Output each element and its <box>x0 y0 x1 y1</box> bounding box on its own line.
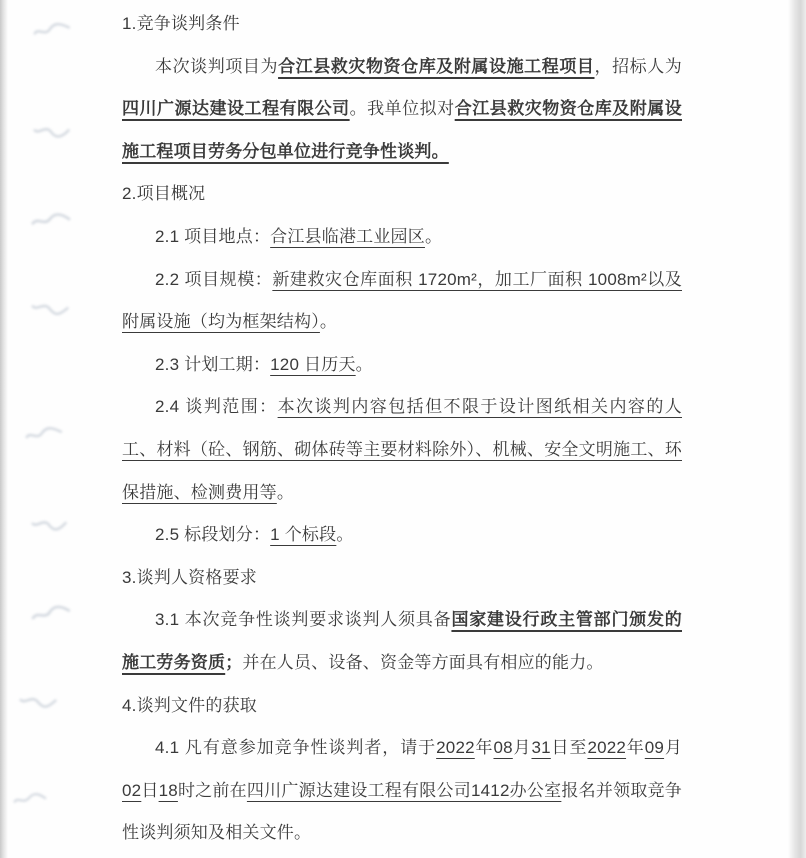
text-run: 新建救灾仓库面积 1720m²，加工厂面积 1008m²以及附属设施（均为框架结构） <box>122 269 682 332</box>
item-3-1 <box>122 599 682 684</box>
ink-bleed-mark <box>31 121 72 142</box>
text-run: 四川广源达建设工程有限公司 <box>122 99 350 119</box>
text-run: 。 <box>336 525 354 545</box>
item-2-4 <box>122 386 682 514</box>
text-run: 2.1 项目地点： <box>155 226 271 246</box>
text-run: 02 <box>122 780 142 800</box>
ink-bleed-mark <box>17 690 59 712</box>
scan-edge-right <box>788 0 806 858</box>
text-run: 2022 <box>587 738 627 758</box>
text-run: 2.2 项目规模： <box>155 269 273 289</box>
text-run: 4.谈判文件的获取 <box>122 695 257 715</box>
ink-bleed-mark <box>29 601 74 627</box>
text-run: 年 <box>474 738 494 758</box>
text-run: 合江县救灾物资仓库及附属设施工程项目劳务分包单位进行竞争性谈判。 <box>122 99 682 161</box>
text-run: 并在人员、设备、资金等方面具有相应的能力。 <box>242 652 604 672</box>
text-run: 。我单位拟对 <box>349 99 455 119</box>
ink-bleed-mark <box>29 515 68 536</box>
item-2-2 <box>122 259 682 344</box>
text-run: 年 <box>626 738 645 758</box>
item-2-1 <box>122 216 682 259</box>
section-4-heading <box>122 685 682 728</box>
text-run: 日至 <box>550 738 588 758</box>
text-run: 3.谈判人资格要求 <box>122 567 257 587</box>
text-run: 时之前在 <box>177 780 247 800</box>
section-2-heading <box>122 173 682 216</box>
text-run: 09 <box>644 738 665 758</box>
text-run: 2.3 计划工期： <box>155 354 271 374</box>
intro-paragraph <box>122 46 682 174</box>
text-run: 四川广源达建设工程有限公司1412办公室 <box>246 780 562 800</box>
document-text <box>122 3 682 855</box>
text-run: 合江县临港工业园区 <box>270 226 425 246</box>
ink-bleed-mark <box>29 210 72 233</box>
text-run: 3.1 本次竞争性谈判要求谈判人须具备 <box>155 610 452 630</box>
text-run: 2.4 谈判范围： <box>155 397 278 417</box>
text-run: 日 <box>141 780 159 800</box>
text-run: 120 日历天 <box>270 354 356 374</box>
section-3-heading <box>122 557 682 600</box>
item-4-1 <box>122 727 682 855</box>
ink-bleed-mark <box>11 790 48 809</box>
text-run: 本次谈判项目为 <box>155 56 279 76</box>
text-run: 合江县救灾物资仓库及附属设施工程项目 <box>278 56 595 76</box>
text-run: 1 个标段 <box>270 525 337 545</box>
text-run: 1.竞争谈判条件 <box>122 14 240 33</box>
ink-bleed-mark <box>29 296 71 319</box>
text-run: 。 <box>319 312 338 332</box>
text-run: 月 <box>664 738 683 758</box>
ink-bleed-mark <box>23 424 65 446</box>
text-run: 4.1 凡有意参加竞争性谈判者，请于 <box>155 738 437 758</box>
text-run: 报名并领取竞争性谈判须知及相关文件。 <box>122 780 682 843</box>
text-run: 2.5 标段划分： <box>155 525 271 545</box>
text-run: 月 <box>512 738 532 758</box>
text-run: 。 <box>276 482 295 502</box>
section-1-heading <box>122 3 682 46</box>
text-run: 国家建设行政主管部门颁发的施工劳务资质 <box>122 610 682 672</box>
text-run: 2.项目概况 <box>122 184 206 204</box>
text-run: 。 <box>355 354 373 374</box>
text-run: ，招标人为 <box>594 56 682 76</box>
item-2-5 <box>122 514 682 557</box>
ink-bleed-mark <box>31 20 73 43</box>
text-run: ； <box>225 652 243 672</box>
text-run: 08 <box>493 738 513 758</box>
text-run: 2022 <box>436 738 475 758</box>
text-run: 31 <box>531 738 551 758</box>
text-run: 。 <box>424 226 443 246</box>
scan-edge-left <box>0 0 8 858</box>
text-run: 本次谈判内容包括但不限于设计图纸相关内容的人工、材料（砼、钢筋、砌体砖等主要材料除外）、机械、安全文明施工、环保措施、检测费用等 <box>122 397 682 502</box>
text-run: 18 <box>158 780 178 800</box>
item-2-3 <box>122 344 682 387</box>
